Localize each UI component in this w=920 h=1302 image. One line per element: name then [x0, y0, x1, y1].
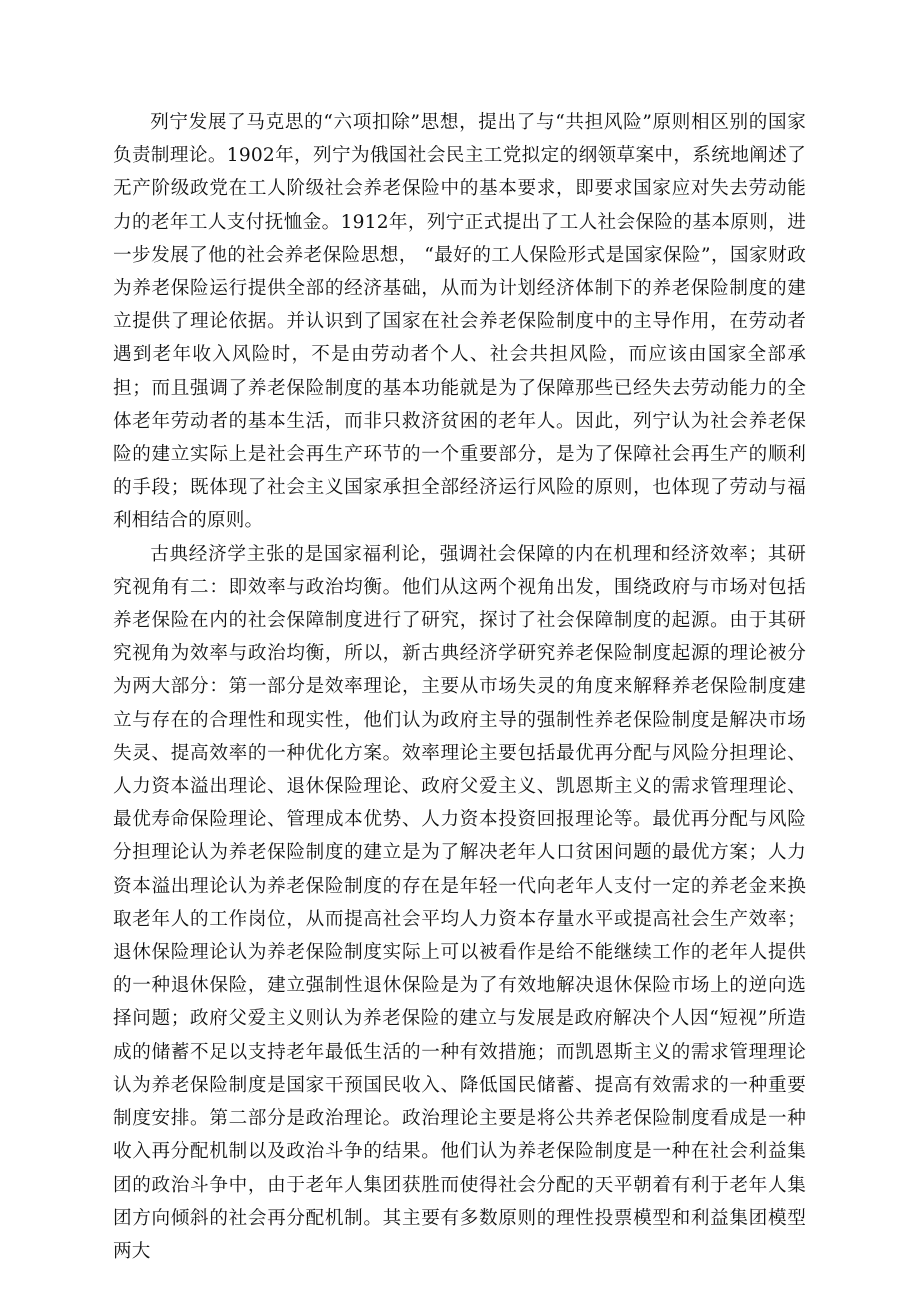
paragraph-lenin-theory: 列宁发展了马克思的“六项扣除”思想，提出了与“共担风险”原则相区别的国家负责制理论。1902年，列宁为俄国社会民主工党拟定的纲领草案中，系统地阐述了无产阶级政党在工人阶级社会养老保险中的基本要求，即要求国家应对失去劳动能力的老年工人支付抚恤金。1912年，列宁正式提出了工人社会保险的基本原则，进一步发展了他的社会养老保险思想， “最好的工人保险形式是国家保险”，国家财政为养老保险运行提供全部的经济基础，从而为计划经济体制下的养老保险制度的建立提供了理论依据。并认识到了国家在社会养老保险制度中的主导作用，在劳动者遇到老年收入风险时，不是由劳动者个人、社会共担风险，而应该由国家全部承担；而且强调了养老保险制度的基本功能就是为了保障那些已经失去劳动能力的全体老年劳动者的基本生活，而非只救济贫困的老年人。因此，列宁认为社会养老保险的建立实际上是社会再生产环节的一个重要部分，是为了保障社会再生产的顺利的手段；既体现了社会主义国家承担全部经济运行风险的原则，也体现了劳动与福利相结合的原则。 [113, 112, 806, 532]
document-page [113, 106, 806, 1268]
paragraph-classical-economics: 古典经济学主张的是国家福利论，强调社会保障的内在机理和经济效率；其研究视角有二：即效率与政治均衡。他们从这两个视角出发，围绕政府与市场对包括养老保险在内的社会保障制度进行了研究，探讨了社会保障制度的起源。由于其研究视角为效率与政治均衡，所以，新古典经济学研究养老保险制度起源的理论被分为两大部分：第一部分是效率理论，主要从市场失灵的角度来解释养老保险制度建立与存在的合理性和现实性，他们认为政府主导的强制性养老保险制度是解决市场失灵、提高效率的一种优化方案。效率理论主要包括最优再分配与风险分担理论、人力资本溢出理论、退休保险理论、政府父爱主义、凯恩斯主义的需求管理理论、最优寿命保险理论、管理成本优势、人力资本投资回报理论等。最优再分配与风险分担理论认为养老保险制度的建立是为了解决老年人口贫困问题的最优方案；人力资本溢出理论认为养老保险制度的存在是年轻一代向老年人支付一定的养老金来换取老年人的工作岗位，从而提高社会平均人力资本存量水平或提高社会生产效率；退休保险理论认为养老保险制度实际上可以被看作是给不能继续工作的老年人提供的一种退休保险，建立强制性退休保险是为了有效地解决退休保险市场上的逆向选择问题；政府父爱主义则认为养老保险的建立与发展是政府解决个人因“短视”所造成的储蓄不足以支持老年最低生活的一种有效措施；而凯恩斯主义的需求管理理论认为养老保险制度是国家干预国民收入、降低国民储蓄、提高有效需求的一种重要制度安排。第二部分是政治理论。政治理论主要是将公共养老保险制度看成是一种收入再分配机制以及政治斗争的结果。他们认为养老保险制度是一种在社会利益集团的政治斗争中，由于老年人集团获胜而使得社会分配的天平朝着有利于老年人集团方向倾斜的社会再分配机制。其主要有多数原则的理性投票模型和利益集团模型两大 [113, 543, 806, 1262]
